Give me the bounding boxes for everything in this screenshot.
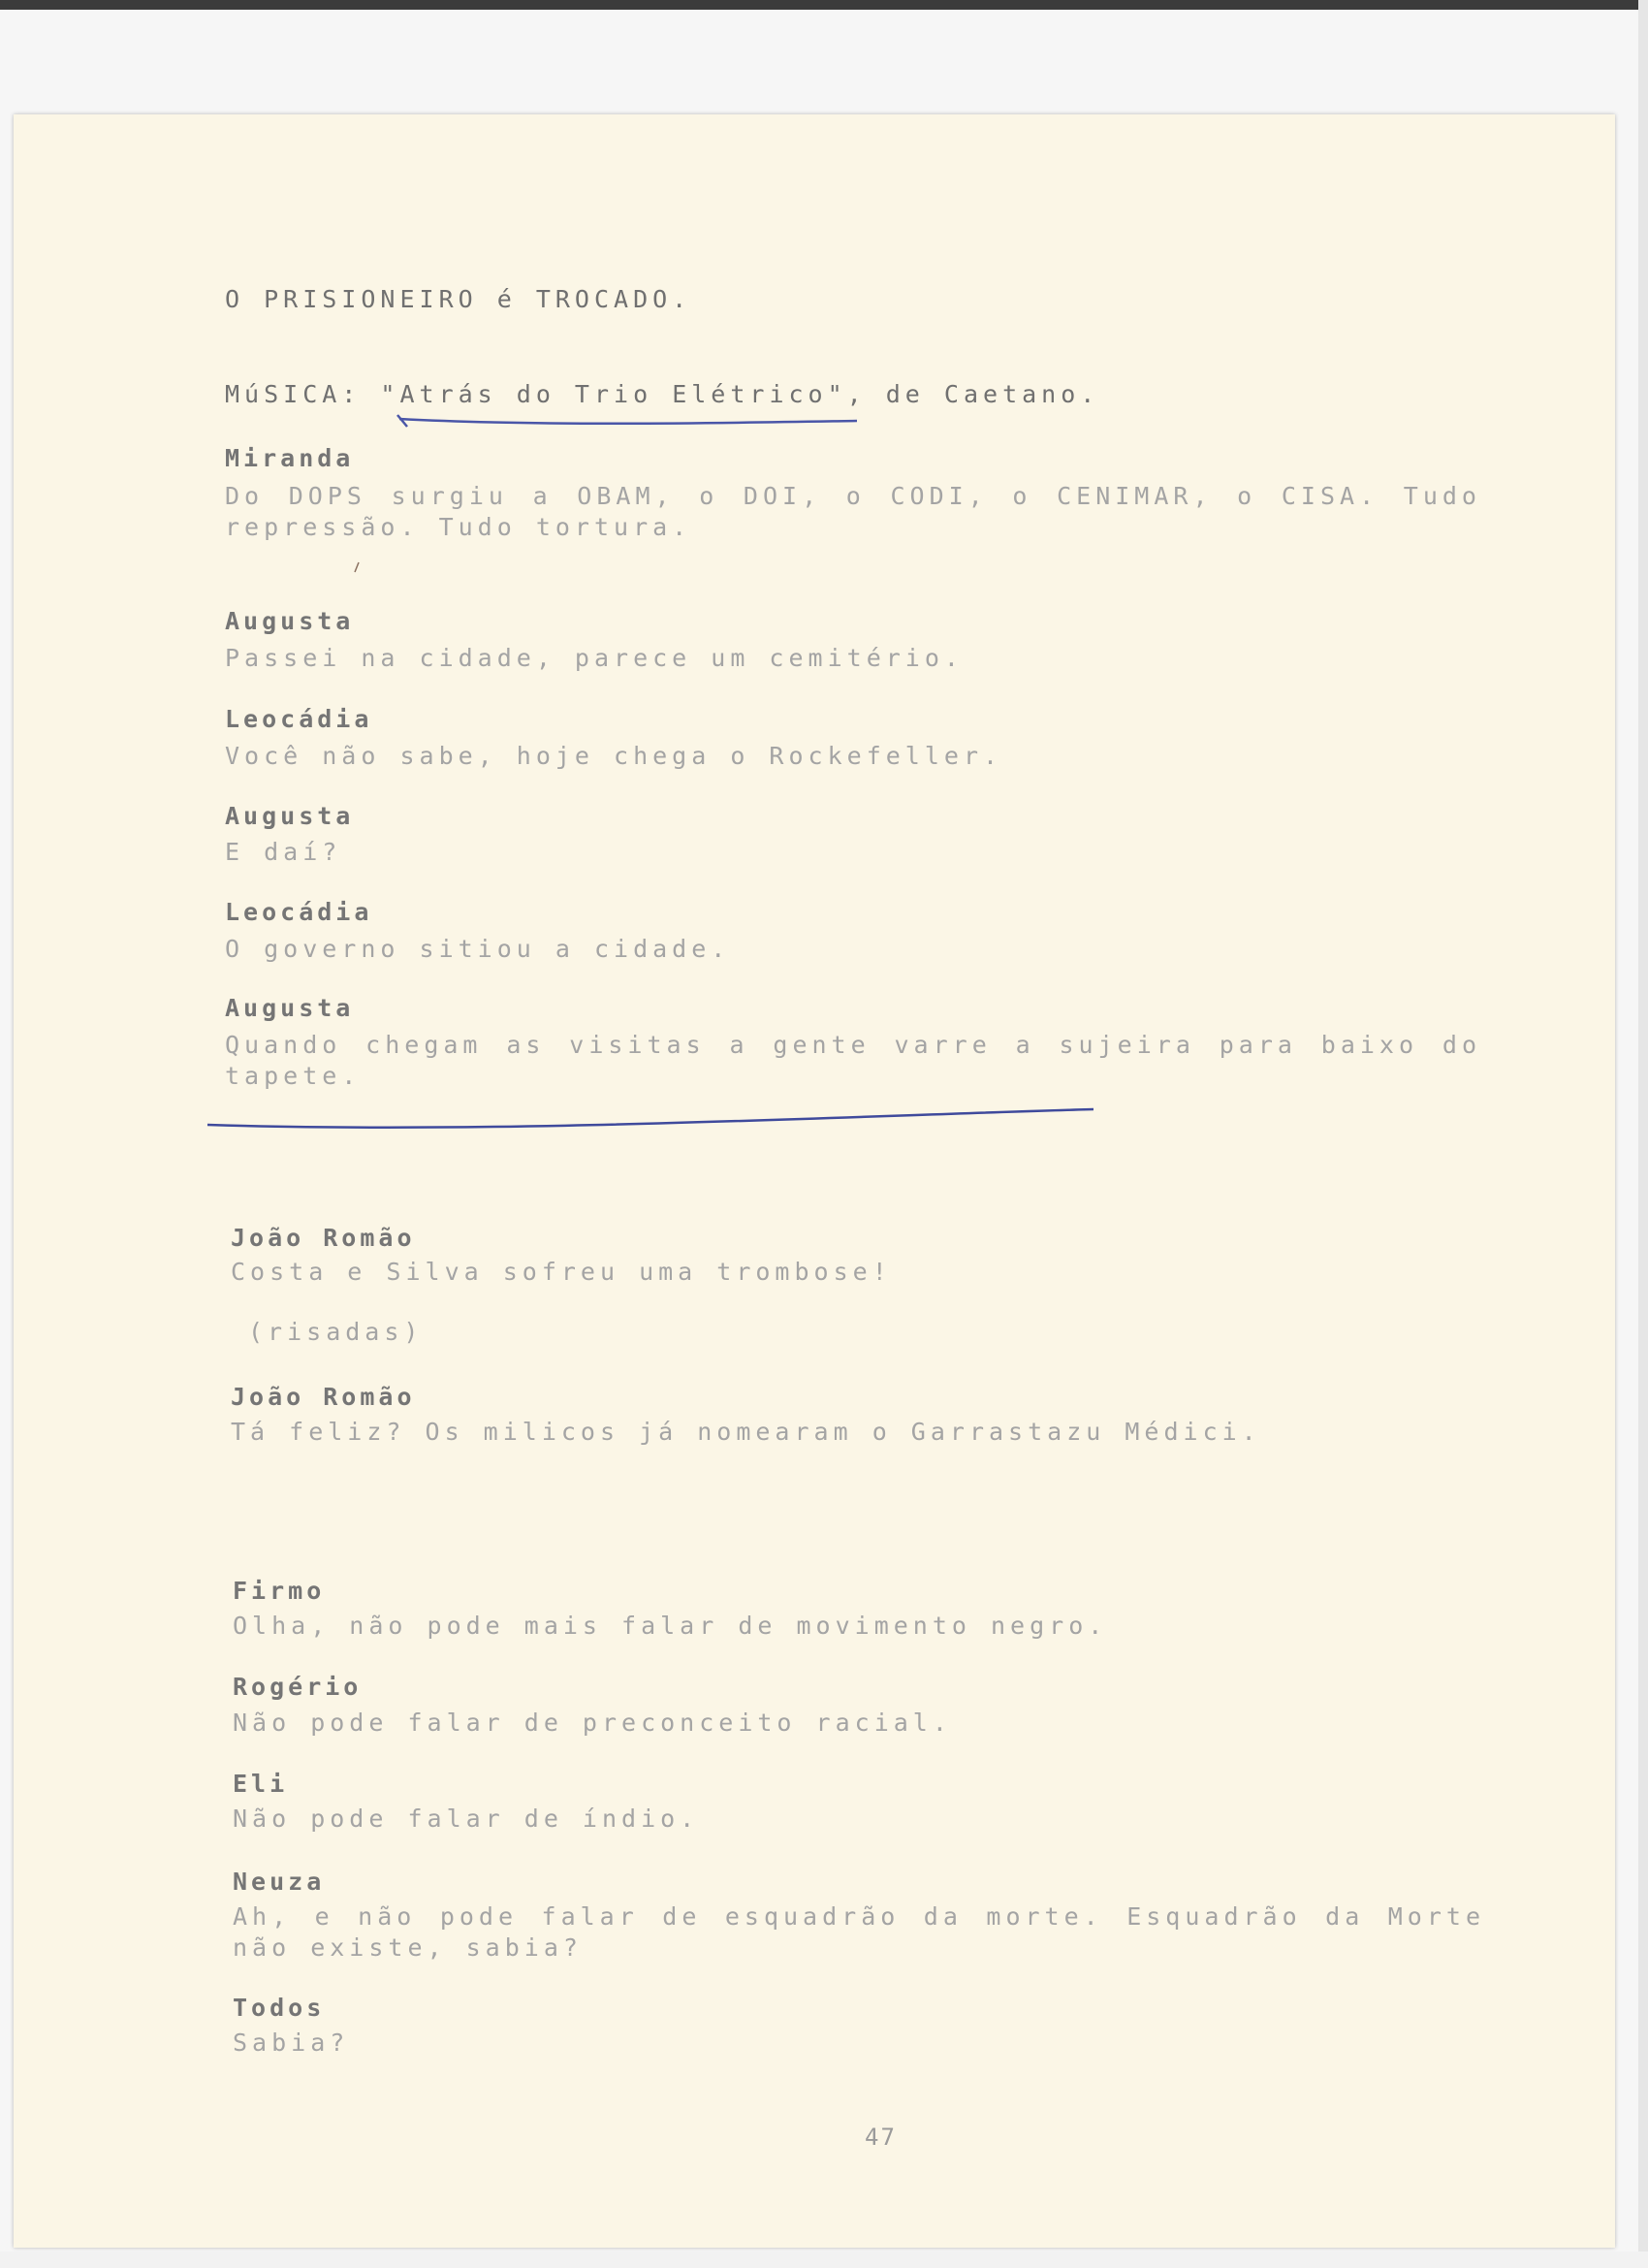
stage-direction: (risadas) [248, 1318, 424, 1346]
dialogue-line: Sabia? [233, 2028, 350, 2057]
speaker-name: Firmo [233, 1577, 326, 1605]
dialogue-line: Não pode falar de preconceito racial. [233, 1709, 952, 1737]
dialogue-line: Tá feliz? Os milicos já nomearam o Garrastazu Médici. [231, 1418, 1261, 1446]
dialogue-line: Ah, e não pode falar de esquadrão da morte. Esquadrão da Morte [233, 1902, 1485, 1931]
speaker-name: Neuza [233, 1868, 326, 1896]
speaker-name: Leocádia [225, 898, 373, 926]
dialogue-line: E daí? [225, 838, 342, 866]
speaker-name: Leocádia [225, 705, 373, 733]
dialogue-line: Quando chegam as visitas a gente varre a sujeira para baixo do [225, 1031, 1481, 1059]
speaker-name: Augusta [225, 994, 355, 1022]
speaker-name: Rogério [233, 1673, 363, 1701]
scanner-bottom-edge [0, 2252, 1648, 2268]
speaker-name: Todos [233, 1994, 326, 2022]
dialogue-line: Você não sabe, hoje chega o Rockefeller. [225, 742, 1003, 770]
music-title: "Atrás do Trio Elétrico" [380, 380, 847, 408]
music-composer: , de Caetano. [846, 380, 1100, 408]
dialogue-line: não existe, sabia? [233, 1933, 583, 1962]
speaker-name: Augusta [225, 607, 355, 635]
dialogue-line: Não pode falar de índio. [233, 1805, 700, 1833]
dialogue-line: Olha, não pode mais falar de movimento negro. [233, 1612, 1108, 1640]
dialogue-line: Passei na cidade, parece um cemitério. [225, 644, 964, 672]
page-number: 47 [865, 2124, 897, 2151]
speaker-name: João Romão [231, 1383, 416, 1411]
scanner-top-edge [0, 0, 1648, 10]
speaker-name: Augusta [225, 802, 355, 830]
music-label: MúSICA: [225, 380, 381, 408]
speaker-name: Eli [233, 1770, 289, 1798]
speaker-name: Miranda [225, 444, 355, 472]
dialogue-line: O governo sitiou a cidade. [225, 935, 731, 963]
dialogue-line: repressão. Tudo tortura. [225, 513, 692, 541]
scanner-right-edge [1638, 0, 1648, 2268]
dialogue-line: Do DOPS surgiu a OBAM, o DOI, o CODI, o CENIMAR, o CISA. Tudo [225, 482, 1481, 510]
scene-heading: O PRISIONEIRO é TROCADO. [225, 285, 692, 313]
music-line [225, 380, 1099, 408]
speaker-name: João Romão [231, 1224, 416, 1252]
dialogue-line: tapete. [225, 1062, 362, 1090]
dialogue-line: Costa e Silva sofreu uma trombose! [231, 1258, 892, 1286]
